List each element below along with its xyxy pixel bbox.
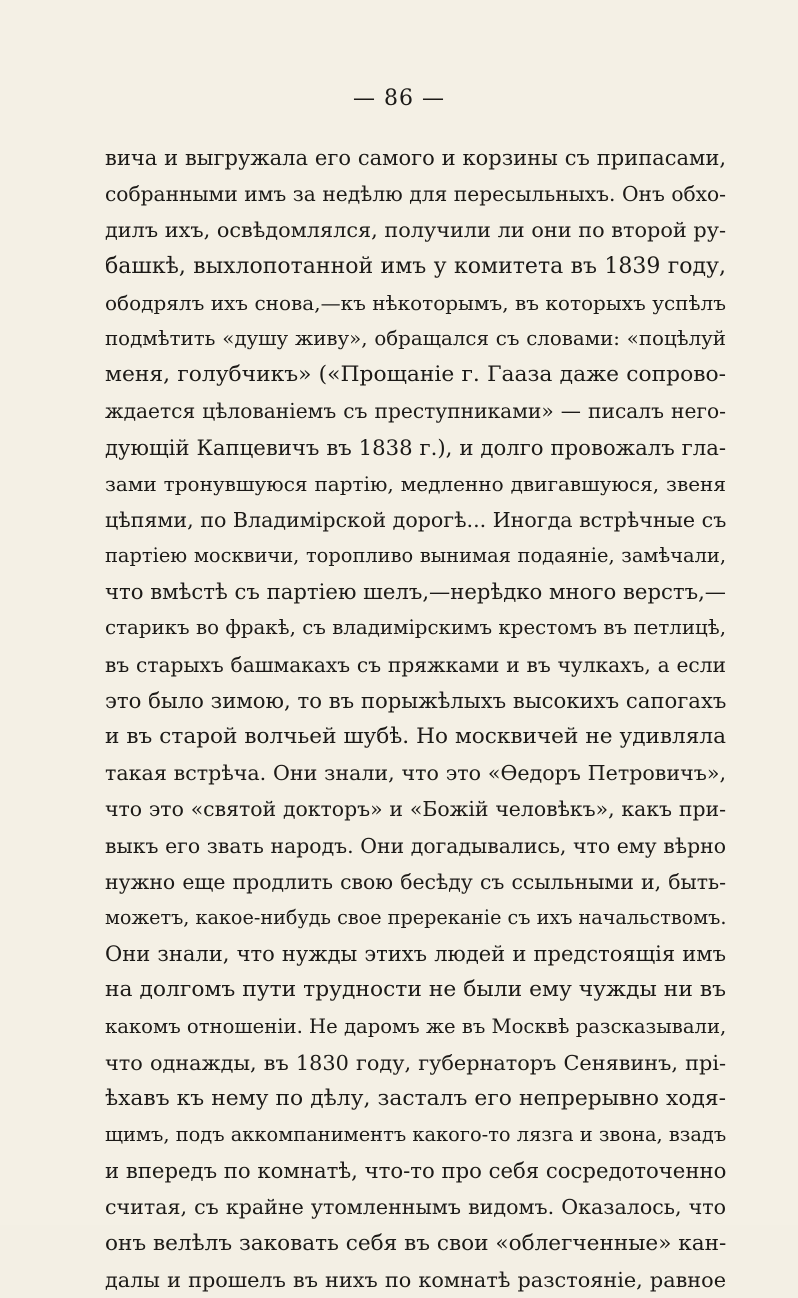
text-line: вича и выгружала его самого и корзины съ припасами, — [105, 146, 726, 170]
page-number: — 86 — — [353, 86, 445, 111]
text-line: Они знали, что нужды этихъ людей и предстоящія имъ — [105, 942, 726, 967]
text-line: цѣпями, по Владимірской дорогѣ... Иногда встрѣчные съ — [105, 507, 727, 532]
text-line: что вмѣстѣ съ партіею шелъ,—нерѣдко много верстъ,— — [105, 579, 726, 605]
text-line: и въ старой волчьей шубѣ. Но москвичей не удивляла — [105, 724, 726, 749]
text-line: такая встрѣча. Они знали, что это «Ѳедоръ Петровичъ», — [105, 761, 726, 786]
text-line: собранными имъ за недѣлю для пересыльныхъ. Онъ обхо- — [105, 182, 726, 207]
body-text — [105, 140, 726, 1298]
text-line: какомъ отношеніи. Не даромъ же въ Москвѣ разсказывали, — [105, 1014, 727, 1038]
text-line: башкѣ, выхлопотанной имъ у комитета въ 1839 году, — [105, 253, 726, 279]
text-line: партіею москвичи, торопливо вынимая подаяніе, замѣчали, — [105, 544, 726, 568]
text-line: щимъ, подъ аккомпаниментъ какого-то лязга и звона, взадъ — [105, 1123, 727, 1147]
text-line: ободрялъ ихъ снова,—къ нѣкоторымъ, въ которыхъ успѣлъ — [105, 290, 726, 315]
text-line: это было зимою, то въ порыжѣлыхъ высокихъ сапогахъ — [105, 687, 727, 713]
text-line: подмѣтить «душу живу», обращался съ словами: «поцѣлуй — [105, 326, 726, 350]
text-line: въ старыхъ башмакахъ съ пряжками и въ чулкахъ, а если — [105, 652, 726, 677]
text-line: выкъ его звать народъ. Они догадывались, что ему вѣрно — [105, 833, 726, 858]
text-line: и впередъ по комнатѣ, что-то про себя сосредоточенно — [105, 1158, 727, 1184]
text-line: ѣхавъ къ нему по дѣлу, засталъ его непрерывно ходя- — [105, 1085, 726, 1111]
text-line: ждается цѣлованіемъ съ преступниками» — писалъ него- — [105, 399, 726, 424]
text-line: дующій Капцевичъ въ 1838 г.), и долго провожалъ гла- — [105, 434, 726, 460]
text-line: нужно еще продлить свою бесѣду съ ссыльными и, быть- — [105, 869, 726, 894]
text-line: меня, голубчикъ» («Прощаніе г. Гааза даже сопрово- — [105, 362, 726, 388]
text-line: на долгомъ пути трудности не были ему чужды ни въ — [105, 977, 726, 1003]
text-line: можетъ, какое-нибудь свое пререканіе съ ихъ начальствомъ. — [105, 905, 727, 929]
text-line: что однажды, въ 1830 году, губернаторъ Сенявинъ, прі- — [105, 1050, 726, 1075]
text-line: дилъ ихъ, освѣдомлялся, получили ли они по второй ру- — [105, 218, 726, 243]
text-line: считая, съ крайне утомленнымъ видомъ. Оказалось, что — [105, 1195, 726, 1220]
text-line: зами тронувшуюся партію, медленно двигавшуюся, звеня — [105, 471, 726, 496]
text-line: старикъ во фракѣ, съ владимірскимъ крестомъ въ петлицѣ, — [105, 616, 726, 640]
text-line: что это «святой докторъ» и «Божій человѣкъ», какъ при- — [105, 797, 726, 822]
text-line: онъ велѣлъ заковать себя въ свои «облегченные» кан- — [105, 1230, 727, 1256]
text-line: далы и прошелъ въ нихъ по комнатѣ разстояніе, равное — [105, 1267, 726, 1292]
